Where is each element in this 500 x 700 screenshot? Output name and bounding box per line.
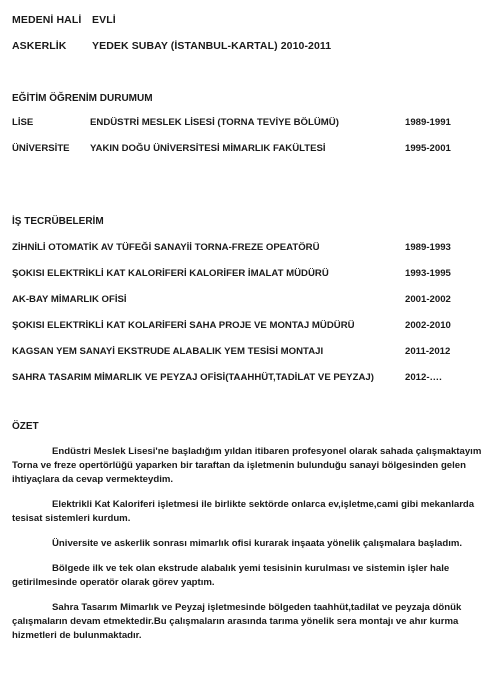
summary-paragraph: Üniversite ve askerlik sonrası mimarlık ofisi kurarak inşaata yönelik çalışmalara başladım. bbox=[52, 538, 463, 549]
experience-row bbox=[12, 372, 488, 386]
education-section-title: EĞİTİM ÖĞRENİM DURUMUM bbox=[12, 93, 153, 104]
experience-position: AK-BAY MİMARLIK OFİSİ bbox=[12, 294, 127, 305]
summary-paragraph: Elektrikli Kat Kaloriferi işletmesi ile birlikte sektörde onlarca ev,işletme,cami gibi mekanlarda tesisat sistemleri kurdum. bbox=[12, 499, 475, 524]
experience-position: ŞOKISI ELEKTRİKLİ KAT KOLARİFERİ SAHA PROJE VE MONTAJ MÜDÜRÜ bbox=[12, 320, 355, 331]
education-level: ÜNİVERSİTE bbox=[12, 143, 70, 154]
summary-body bbox=[12, 445, 488, 654]
summary-paragraph: Sahra Tasarım Mimarlık ve Peyzaj işletmesinde bölgeden taahhüt,tadilat ve peyzaja dönük çalışmaların devam etmektedir.Bu çalışmaların arasında tarıma yönelik sera montajı ve ahır kurma hizmetleri de bulunmaktadır. bbox=[12, 602, 462, 641]
education-row bbox=[12, 143, 488, 157]
experience-section-title: İŞ TECRÜBELERİM bbox=[12, 216, 104, 227]
experience-years: 2011-2012 bbox=[405, 346, 451, 357]
experience-row bbox=[12, 242, 488, 256]
military-service-row bbox=[12, 40, 332, 52]
experience-row bbox=[12, 320, 488, 334]
experience-years: 2012-…. bbox=[405, 372, 442, 383]
marital-status-value: EVLİ bbox=[92, 14, 116, 26]
experience-position: SAHRA TASARIM MİMARLIK VE PEYZAJ OFİSİ(TAAHHÜT,TADİLAT VE PEYZAJ) bbox=[12, 372, 374, 383]
experience-row bbox=[12, 294, 488, 308]
education-school: YAKIN DOĞU ÜNİVERSİTESİ MİMARLIK FAKÜLTESİ bbox=[90, 143, 326, 154]
summary-section-title: ÖZET bbox=[12, 421, 39, 432]
education-row bbox=[12, 117, 488, 131]
experience-position: KAGSAN YEM SANAYİ EKSTRUDE ALABALIK YEM TESİSİ MONTAJI bbox=[12, 346, 324, 357]
experience-years: 1993-1995 bbox=[405, 268, 451, 279]
experience-position: ZİHNİLİ OTOMATİK AV TÜFEĞİ SANAYİİ TORNA-FREZE OPEATÖRÜ bbox=[12, 242, 320, 253]
experience-position: ŞOKISI ELEKTRİKLİ KAT KALORİFERİ KALORİFER İMALAT MÜDÜRÜ bbox=[12, 268, 329, 279]
experience-row bbox=[12, 268, 488, 282]
education-years: 1989-1991 bbox=[405, 117, 451, 128]
marital-status-label: MEDENİ HALİ bbox=[12, 14, 82, 26]
military-service-label: ASKERLİK bbox=[12, 40, 67, 52]
military-service-value: YEDEK SUBAY (İSTANBUL-KARTAL) 2010-2011 bbox=[92, 40, 332, 52]
experience-years: 1989-1993 bbox=[405, 242, 451, 253]
education-school: ENDÜSTRİ MESLEK LİSESİ (TORNA TEVİYE BÖLÜMÜ) bbox=[90, 117, 339, 128]
education-years: 1995-2001 bbox=[405, 143, 451, 154]
experience-years: 2002-2010 bbox=[405, 320, 451, 331]
experience-row bbox=[12, 346, 488, 360]
summary-paragraph: Endüstri Meslek Lisesi'ne başladığım yıldan itibaren profesyonel olarak sahada çalışmaktayım Torna ve freze opertörlüğü yaparken bir taraftan da işletmenin bulunduğu sanayi bölgesinden gelen ihtiyaçlara da cevap vermekteydim. bbox=[12, 446, 482, 485]
marital-status-row bbox=[12, 14, 116, 26]
summary-paragraph: Bölgede ilk ve tek olan ekstrude alabalık yemi tesisinin kurulması ve sistemin işler hale getirilmesinde operatör olarak görev yaptım. bbox=[12, 563, 450, 588]
experience-years: 2001-2002 bbox=[405, 294, 451, 305]
education-level: LİSE bbox=[12, 117, 34, 128]
